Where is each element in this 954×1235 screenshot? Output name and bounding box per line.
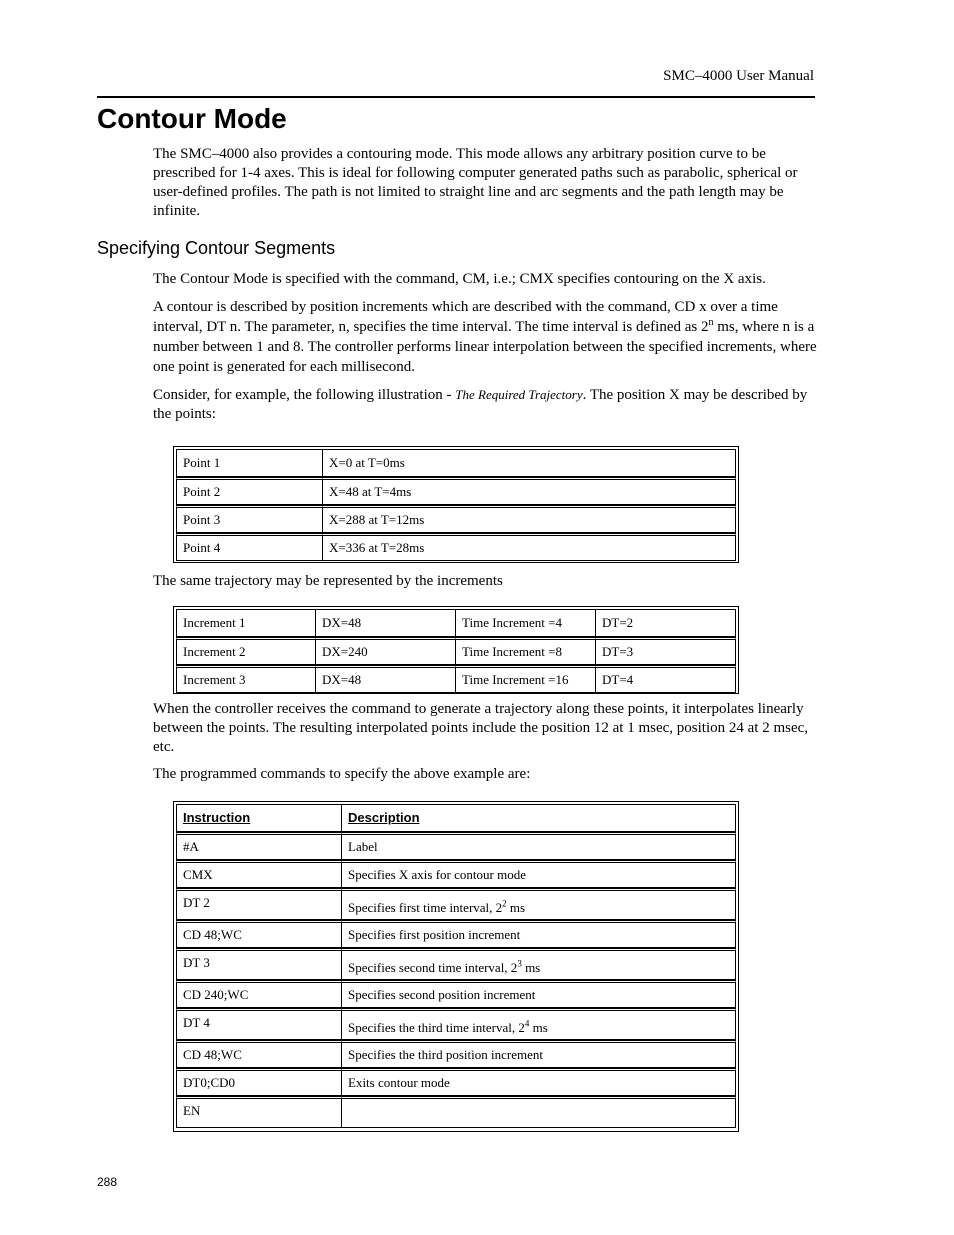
table-cell: #A (176, 832, 342, 860)
table-row (176, 948, 736, 980)
header-label: Description (348, 810, 420, 825)
table-cell: DT0;CD0 (176, 1068, 342, 1096)
table-cell: X=336 at T=28ms (323, 533, 736, 561)
table-cell: DX=48 (316, 665, 456, 693)
table-cell: X=0 at T=0ms (323, 449, 736, 477)
table-cell: Label (342, 832, 736, 860)
table-cell: DT=2 (596, 609, 736, 637)
table-cell: DT 4 (176, 1008, 342, 1040)
subsection-title: Specifying Contour Segments (97, 238, 336, 258)
exponent: 4 (524, 1018, 530, 1029)
increments-intro: The same trajectory may be represented by the increments (153, 573, 503, 589)
table-cell: X=288 at T=12ms (323, 505, 736, 533)
commands-table (173, 801, 739, 1132)
contour-mode-paragraph: The Contour Mode is specified with the command, CM, i.e.; CMX specifies contouring on the X axis. (153, 271, 766, 287)
example-paragraph (153, 385, 817, 424)
table-cell (342, 948, 736, 980)
table-row (176, 860, 736, 888)
table-row (176, 832, 736, 860)
column-header-description (342, 804, 736, 832)
table-row (176, 1008, 736, 1040)
exponent: 3 (517, 958, 522, 969)
table-cell: CD 48;WC (176, 1040, 342, 1068)
table-row (176, 533, 736, 561)
table-row (176, 888, 736, 920)
exponent: 2 (502, 898, 507, 909)
table-cell: Time Increment =4 (456, 609, 596, 637)
paragraph-text: A contour is described by position increments which are described with the command, CD x over a time interval, DT n. The parameter, n, specifies the time interval. The time interval is defined as 2 (153, 299, 778, 335)
paragraph-text: Consider, for example, the following illustration - (153, 387, 456, 403)
table-cell: Point 2 (176, 477, 323, 505)
table-cell: EN (176, 1096, 342, 1128)
table-cell: CMX (176, 860, 342, 888)
table-cell: Point 4 (176, 533, 323, 561)
table-cell: Point 3 (176, 505, 323, 533)
header-label: Instruction (183, 810, 251, 825)
table-cell: Increment 3 (176, 665, 316, 693)
table-row (176, 609, 736, 637)
table-cell (342, 1096, 736, 1128)
table-cell: Specifies first position increment (342, 920, 736, 948)
table-cell: X=48 at T=4ms (323, 477, 736, 505)
column-header-instruction (176, 804, 342, 832)
unit-text: ms (506, 900, 526, 915)
table-cell: DT=4 (596, 665, 736, 693)
description-text: Specifies second time interval, 2 (348, 960, 518, 975)
increments-table (173, 606, 739, 694)
contour-definition-paragraph (153, 297, 817, 377)
table-row (176, 980, 736, 1008)
table-cell: Exits contour mode (342, 1068, 736, 1096)
table-cell: DX=48 (316, 609, 456, 637)
table-row (176, 637, 736, 665)
exponent: n (708, 317, 714, 328)
table-cell: Time Increment =8 (456, 637, 596, 665)
table-cell: Increment 2 (176, 637, 316, 665)
intro-paragraph: The SMC–4000 also provides a contouring mode. This mode allows any arbitrary position curve to be prescribed for 1-4 axes. This is ideal for following computer generated paths such as parabolic, spherical or user-defined profiles. The path is not limited to straight line and arc segments and the path length may be infinite. (153, 146, 798, 219)
points-table (173, 446, 739, 563)
table-cell: DT=3 (596, 637, 736, 665)
table-row (176, 477, 736, 505)
table-cell: Time Increment =16 (456, 665, 596, 693)
table-row (176, 1040, 736, 1068)
header-rule (97, 96, 815, 98)
table-cell: CD 48;WC (176, 920, 342, 948)
interpolation-paragraph: When the controller receives the command to generate a trajectory along these points, it interpolates linearly between the points. The resulting interpolated points include the position 12 at 1 msec, position 24 at 2 msec, etc. (153, 701, 809, 755)
unit-text: ms (529, 1020, 548, 1035)
unit-text: ms (521, 960, 541, 975)
table-row (176, 505, 736, 533)
table-row (176, 920, 736, 948)
table-row (176, 665, 736, 693)
description-text: Specifies the third time interval, 2 (348, 1020, 525, 1035)
table-cell: DT 2 (176, 888, 342, 920)
description-text: Specifies first time interval, 2 (348, 900, 503, 915)
commands-intro: The programmed commands to specify the above example are: (153, 766, 531, 782)
figure-reference: The Required Trajectory (455, 387, 583, 402)
manual-title: SMC–4000 User Manual (663, 68, 814, 84)
paragraph-text: . The position X may be described by the points: (153, 387, 808, 422)
table-cell (342, 888, 736, 920)
table-cell: Increment 1 (176, 609, 316, 637)
table-row (176, 449, 736, 477)
table-cell: Specifies X axis for contour mode (342, 860, 736, 888)
table-cell (342, 1008, 736, 1040)
table-cell: Specifies second position increment (342, 980, 736, 1008)
table-cell: CD 240;WC (176, 980, 342, 1008)
table-row (176, 1096, 736, 1128)
table-row (176, 1068, 736, 1096)
table-cell: DT 3 (176, 948, 342, 980)
table-cell: Point 1 (176, 449, 323, 477)
table-cell: Specifies the third position increment (342, 1040, 736, 1068)
section-title: Contour Mode (97, 103, 287, 134)
paragraph-text: ms, where n is a number between 1 and 8. The controller performs linear interpolation between the specified increments, where one point is generated for each millisecond. (153, 319, 817, 375)
page-number: 288 (97, 1175, 118, 1189)
table-cell: DX=240 (316, 637, 456, 665)
